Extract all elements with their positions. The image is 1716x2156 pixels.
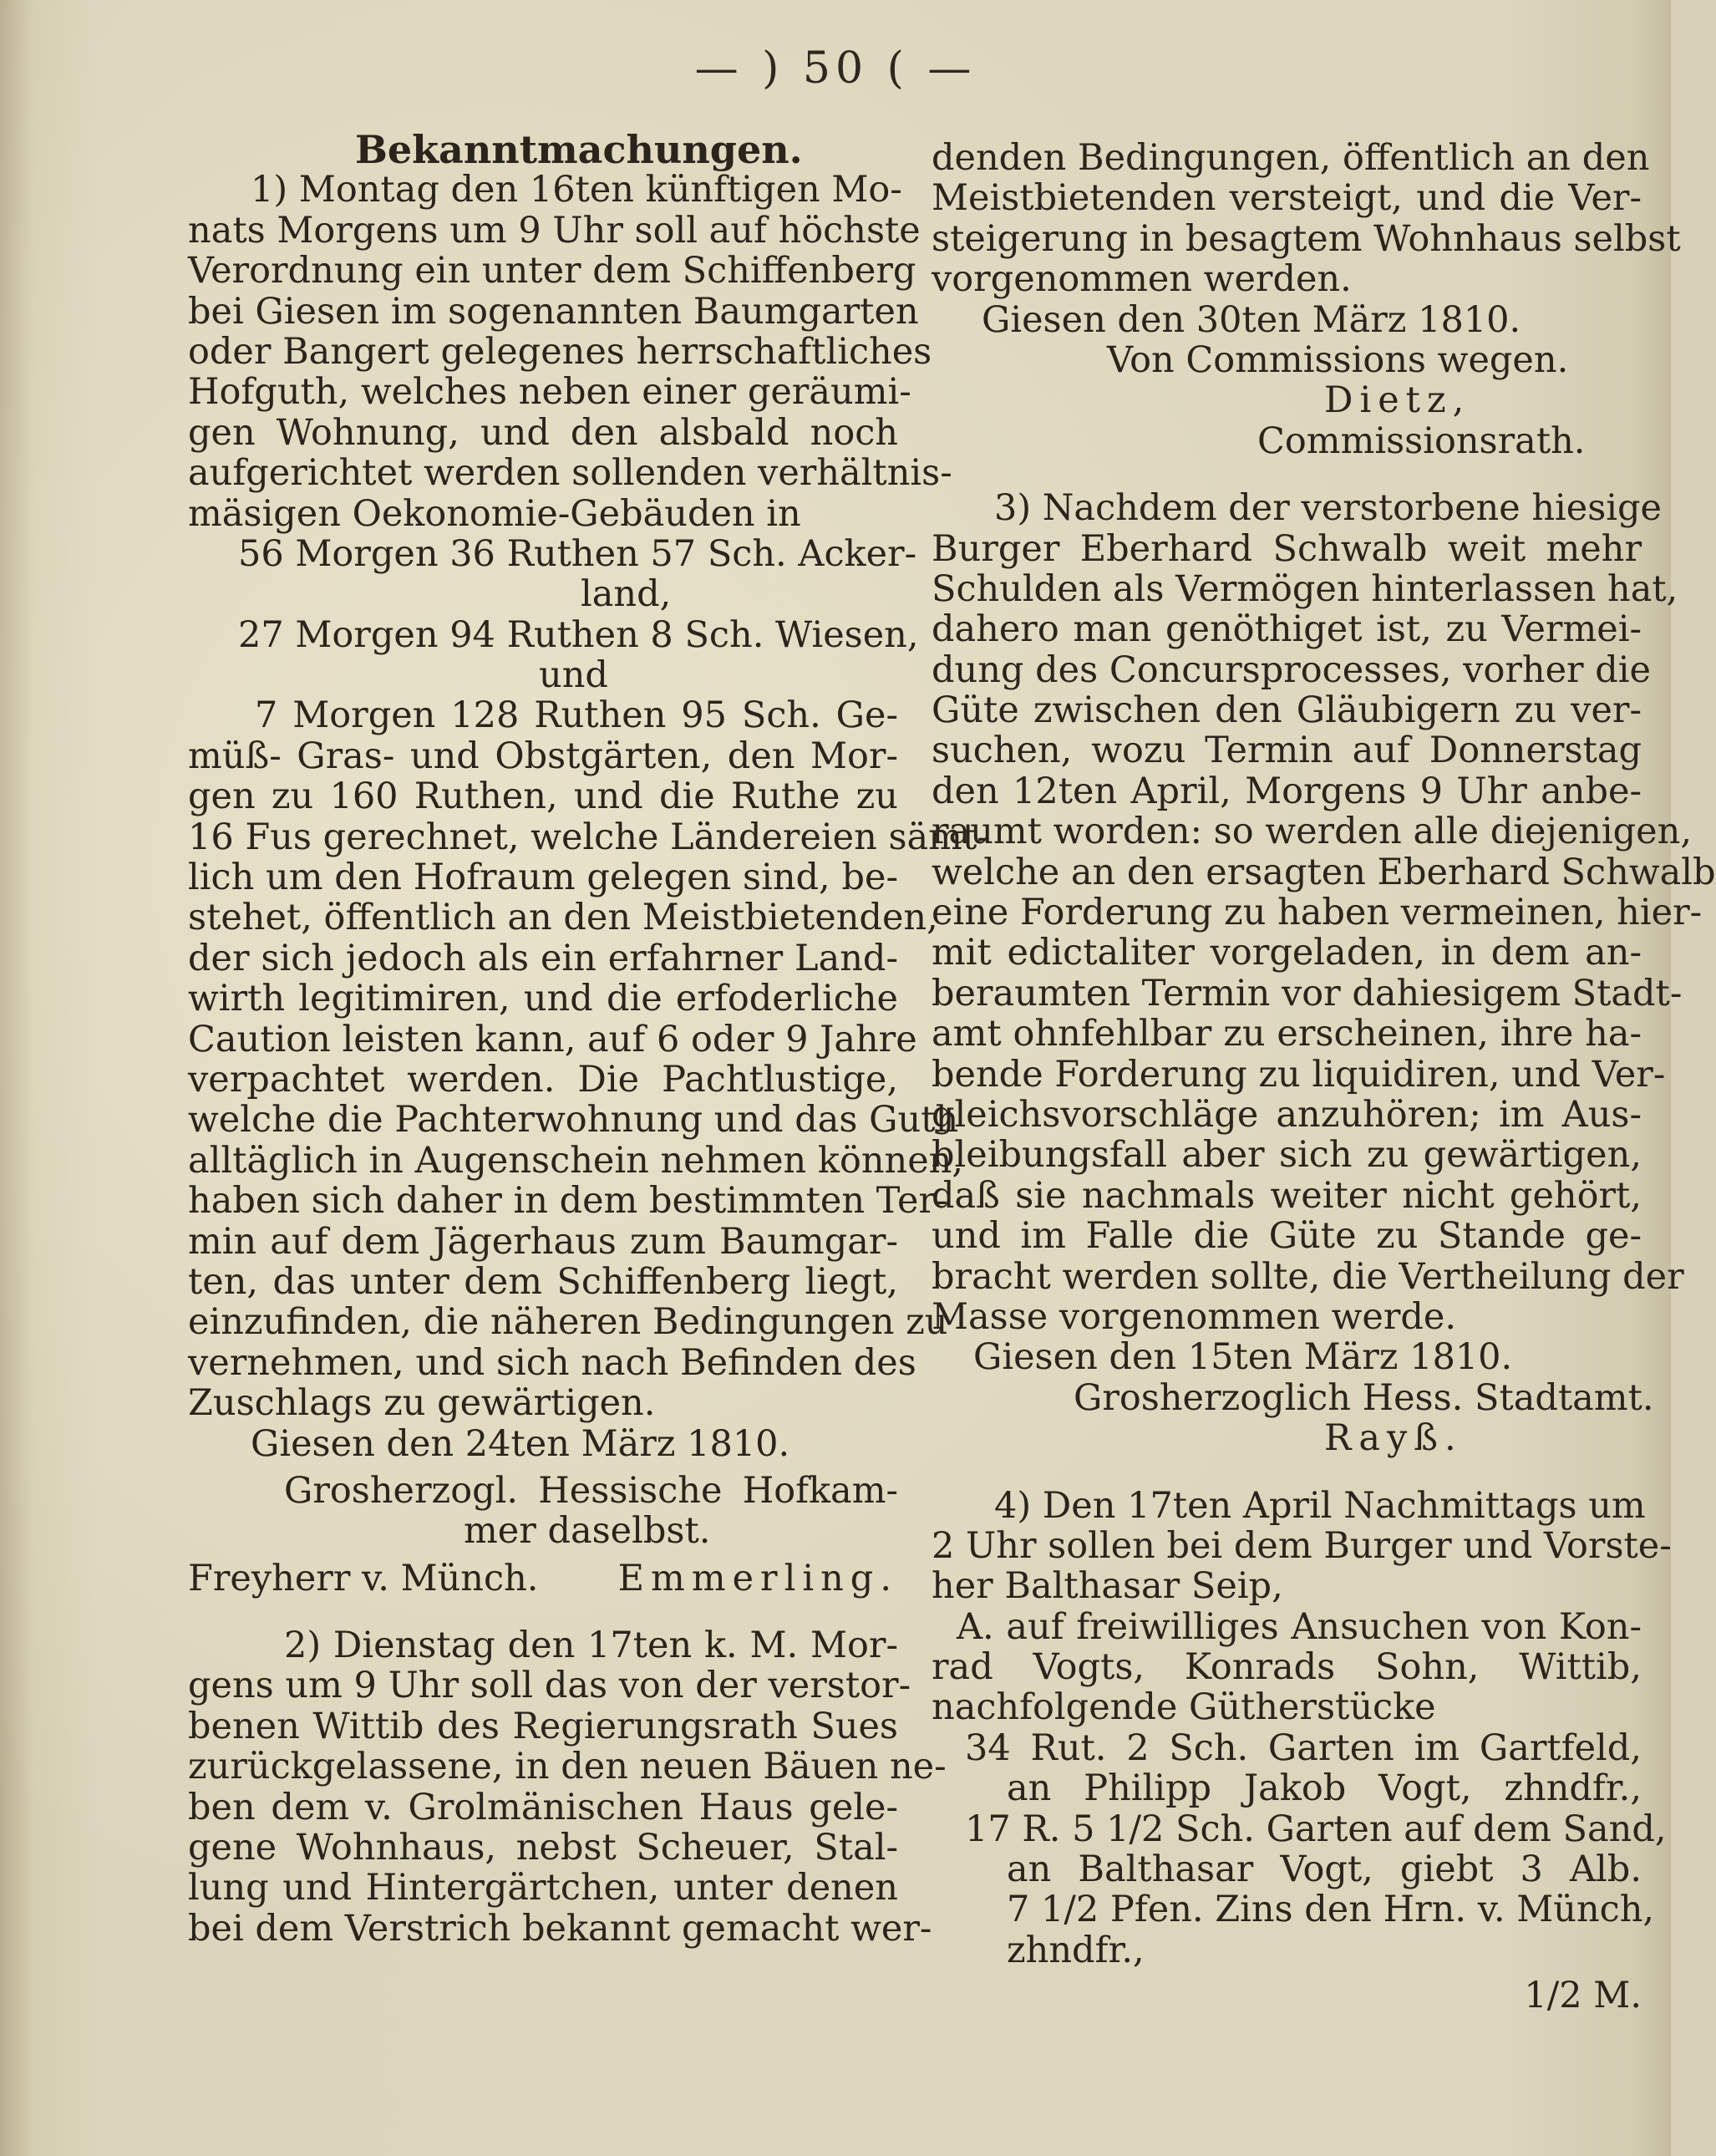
authority-line: mer daselbst. [464, 1510, 711, 1553]
notice-line: Caution leisten kann, auf 6 oder 9 Jahre [188, 1018, 917, 1060]
item-line: an Philipp Jakob Vogt, zhndfr., [1007, 1767, 1642, 1810]
authority-line: Grosherzogl. Hessische Hofkam- [284, 1469, 898, 1512]
signature-name: Rayß. [1324, 1417, 1463, 1460]
notice-line: alltäglich in Augenschein nehmen können, [188, 1139, 964, 1182]
notice-line: Zuschlags zu gewärtigen. [188, 1382, 656, 1425]
notice-2-continued [932, 137, 1681, 462]
notice-line: gene Wohnhaus, nebst Scheuer, Stal- [188, 1827, 898, 1869]
land-line: land, [581, 573, 672, 616]
notice-line: eine Forderung zu haben vermeinen, hier- [932, 892, 1703, 934]
notice-line: zurückgelassene, in den neuen Bäuen ne- [188, 1746, 947, 1788]
item-line: 34 Rut. 2 Sch. Garten im Gartfeld, [965, 1726, 1642, 1769]
notice-date: Giesen den 15ten März 1810. [973, 1336, 1513, 1379]
notice-line: welche die Pachterwohnung und das Guth [188, 1099, 959, 1142]
notice-date: Giesen den 30ten März 1810. [982, 298, 1521, 341]
land-line: 56 Morgen 36 Ruthen 57 Sch. Acker- [238, 532, 917, 575]
item-line: 17 R. 5 1/2 Sch. Garten auf dem Sand, [965, 1808, 1667, 1850]
notice-line: 1) Montag den 16ten künftigen Mo- [251, 169, 902, 211]
notice-line: Burger Eberhard Schwalb weit mehr [932, 527, 1642, 570]
page-number: — ) 50 ( — [694, 43, 977, 94]
notice-line: Meistbietenden versteigt, und die Ver- [932, 177, 1642, 220]
notice-line: dung des Concursprocesses, vorher die [932, 648, 1652, 691]
notice-line: verpachtet werden. Die Pachtlustige, [188, 1058, 898, 1101]
notice-line: suchen, wozu Termin auf Donnerstag [932, 730, 1642, 772]
notice-line: vorgenommen werden. [932, 258, 1352, 301]
notice-line: stehet, öffentlich an den Meistbietenden, [188, 897, 938, 939]
notice-line: haben sich daher in dem bestimmten Ter- [188, 1180, 948, 1223]
notice-line: lich um den Hofraum gelegen sind, be- [188, 857, 898, 899]
catchword: 1/2 M. [1524, 1975, 1642, 2017]
signature-right: Emmerling. [617, 1557, 898, 1599]
notice-line: bei dem Verstrich bekannt gemacht wer- [188, 1907, 932, 1950]
item-line: 7 1/2 Pfen. Zins den Hrn. v. Münch, [1007, 1889, 1655, 1931]
item-line: zhndfr., [1007, 1929, 1145, 1971]
notice-line: der sich jedoch als ein erfahrner Land- [188, 937, 898, 979]
land-line: 7 Morgen 128 Ruthen 95 Sch. Ge- [255, 694, 898, 737]
notice-line: mit edictaliter vorgeladen, in dem an- [932, 932, 1642, 974]
signature-line: Von Commissions wegen. [1107, 338, 1569, 381]
notice-line: 3) Nachdem der verstorbene hiesige [994, 487, 1663, 530]
notice-line: A. auf freiwilliges Ansuchen von Kon- [957, 1605, 1642, 1648]
notice-line: nachfolgende Gütherstücke [932, 1686, 1436, 1729]
left-column [188, 127, 989, 1950]
signature-row [188, 1559, 898, 1599]
notice-line: ten, das unter dem Schiffenberg liegt, [188, 1260, 898, 1303]
section-heading: Bekanntmachungen. [355, 127, 803, 172]
notice-line: amt ohnfehlbar zu erscheinen, ihre ha- [932, 1013, 1642, 1055]
notice-line: raumt worden: so werden alle diejenigen, [932, 811, 1692, 853]
notice-line: Güte zwischen den Gläubigern zu ver- [932, 689, 1642, 732]
notice-line: müß- Gras- und Obstgärten, den Mor- [188, 735, 898, 777]
notice-line: bei Giesen im sogenannten Baumgarten [188, 290, 919, 333]
notice-line: dahero man genöthiget ist, zu Vermei- [932, 608, 1642, 651]
notice-line: ben dem v. Grolmänischen Haus gele- [188, 1786, 898, 1828]
notice-line: wirth legitimiren, und die erfoderliche [188, 978, 898, 1020]
notice-line: her Balthasar Seip, [932, 1565, 1283, 1608]
notice-line: 16 Fus gerechnet, welche Ländereien sämt- [188, 816, 989, 858]
notice-line: min auf dem Jägerhaus zum Baumgar- [188, 1220, 898, 1263]
notice-4 [932, 1484, 1672, 2017]
notice-line: daß sie nachmals weiter nicht gehört, [932, 1174, 1642, 1217]
signature-title: Commissionsrath. [1257, 420, 1586, 462]
notice-line: bracht werden sollte, die Vertheilung der [932, 1255, 1684, 1298]
notice-line: einzufinden, die näheren Bedingungen zu [188, 1301, 948, 1344]
notice-line: vernehmen, und sich nach Befinden des [188, 1341, 916, 1384]
notice-3 [932, 487, 1716, 1460]
signature-left: Freyherr v. Münch. [188, 1557, 539, 1599]
notice-line: gen Wohnung, und den alsbald noch [188, 411, 898, 454]
notice-line: Schulden als Vermögen hinterlassen hat, [932, 567, 1678, 610]
notice-line: mäsigen Oekonomie-Gebäuden in [188, 492, 801, 535]
notice-line: aufgerichtet werden sollenden verhältnis- [188, 452, 952, 495]
signature-line: Grosherzoglich Hess. Stadtamt. [1074, 1376, 1654, 1419]
notice-line: gleichsvorschläge anzuhören; im Aus- [932, 1093, 1642, 1136]
item-line: an Balthasar Vogt, giebt 3 Alb. [1007, 1848, 1642, 1891]
notice-line: den 12ten April, Morgens 9 Uhr anbe- [932, 770, 1642, 812]
notice-line: nats Morgens um 9 Uhr soll auf höchste [188, 209, 921, 252]
notice-line: benen Wittib des Regierungsrath Sues [188, 1705, 898, 1747]
notice-line: gens um 9 Uhr soll das von der verstor- [188, 1665, 911, 1707]
notice-line: steigerung in besagtem Wohnhaus selbst [932, 217, 1681, 260]
notice-line: und im Falle die Güte zu Stande ge- [932, 1215, 1642, 1258]
notice-line: 4) Den 17ten April Nachmittags um [994, 1484, 1646, 1527]
notice-line: bende Forderung zu liquidiren, und Ver- [932, 1053, 1666, 1096]
notice-line: welche an den ersagten Eberhard Schwalb [932, 851, 1716, 893]
right-column [932, 137, 1716, 2017]
notice-line: lung und Hintergärtchen, unter denen [188, 1867, 898, 1909]
notice-1 [188, 169, 989, 1599]
notice-line: Verordnung ein unter dem Schiffenberg [188, 250, 916, 292]
notice-line: Hofguth, welches neben einer geräumi- [188, 371, 911, 414]
notice-line: Masse vorgenommen werde. [932, 1295, 1457, 1338]
signature-name: Dietz, [1324, 379, 1471, 422]
notice-date: Giesen den 24ten März 1810. [251, 1422, 790, 1465]
notice-line: beraumten Termin vor dahiesigem Stadt- [932, 972, 1683, 1014]
notice-line: denden Bedingungen, öffentlich an den [932, 137, 1650, 179]
notice-line: gen zu 160 Ruthen, und die Ruthe zu [188, 775, 898, 818]
notice-line: 2 Uhr sollen bei dem Burger und Vorste- [932, 1524, 1672, 1567]
notice-line: oder Bangert gelegenes herrschaftliches [188, 330, 932, 373]
notice-line: 2) Dienstag den 17ten k. M. Mor- [284, 1625, 898, 1667]
land-line: 27 Morgen 94 Ruthen 8 Sch. Wiesen, [238, 613, 919, 656]
notice-line: rad Vogts, Konrads Sohn, Wittib, [932, 1646, 1642, 1689]
notice-line: bleibungsfall aber sich zu gewärtigen, [932, 1134, 1642, 1177]
land-line: und [539, 654, 608, 697]
notice-2 [188, 1625, 947, 1950]
